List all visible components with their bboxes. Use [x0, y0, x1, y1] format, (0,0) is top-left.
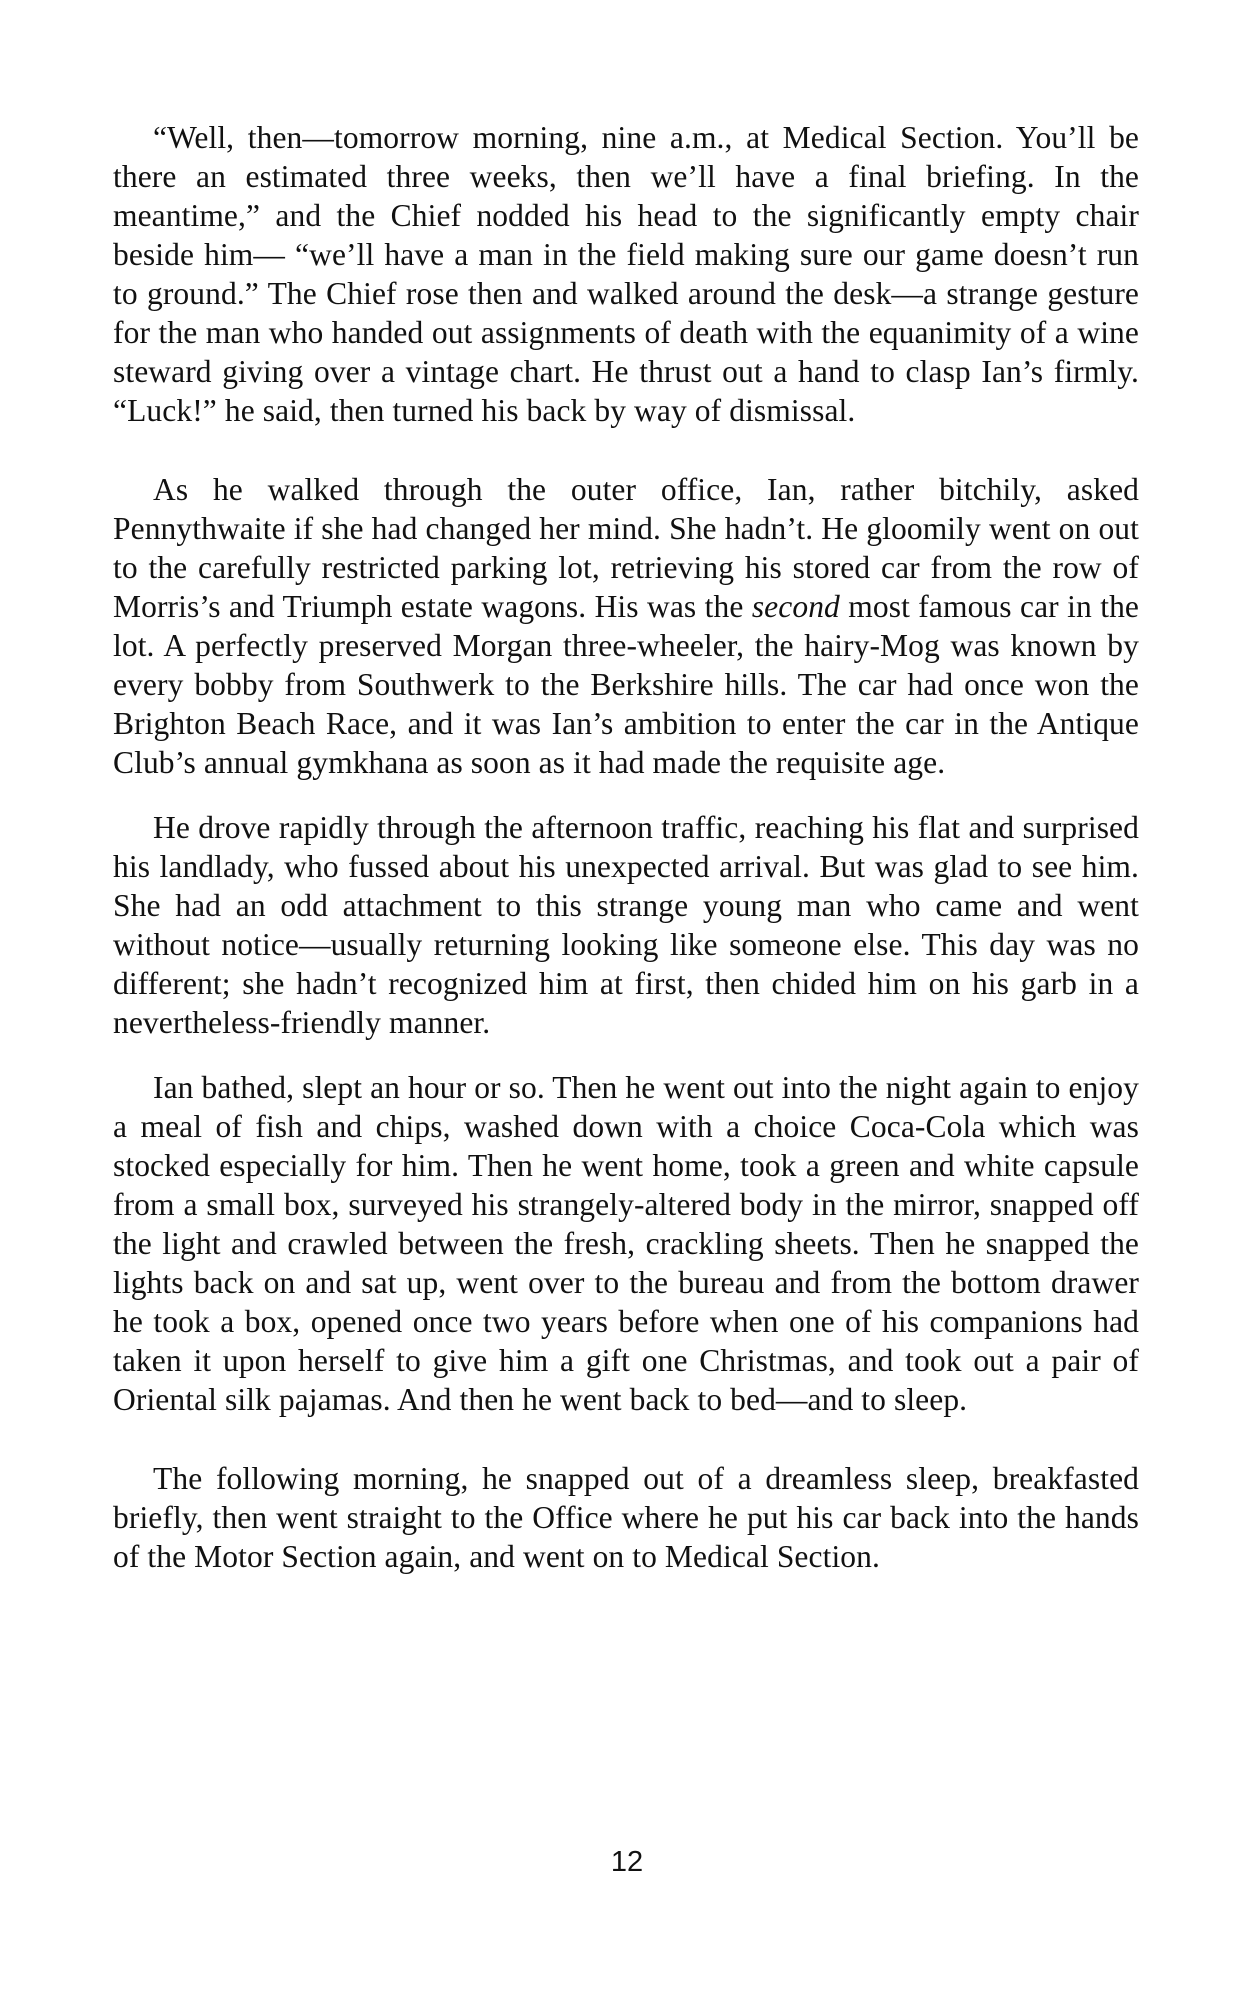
page-body	[113, 118, 1139, 1576]
paragraph-2-text-before: As he walked through the outer office, Ian, rather bitchily, asked Pennythwaite if she had changed her mind. She hadn’t. He gloomily went on out to the carefully restricted parking lot, retrieving his stored car from the row of Morris’s and Triumph estate wagons. His was the	[113, 472, 1139, 624]
paragraph-2-emphasis: second	[751, 589, 840, 624]
paragraph-4: Ian bathed, slept an hour or so. Then he went out into the night again to enjoy a meal of fish and chips, washed down with a choice Coca-Cola which was stocked especially for him. Then he went home, took a green and white capsule from a small box, surveyed his strangely-altered body in the mirror, snapped off the light and crawled between the fresh, crackling sheets. Then he snapped the lights back on and sat up, went over to the bureau and from the bottom drawer he took a box, opened once two years before when one of his companions had taken it upon herself to give him a gift one Christmas, and took out a pair of Oriental silk pajamas. And then he went back to bed—and to sleep.	[113, 1070, 1139, 1417]
paragraph-2-text-after: most famous car in the lot. A perfectly preserved Morgan three-wheeler, the hairy-Mog was known by every bobby from Southwerk to the Berkshire hills. The car had once won the Brighton Beach Race, and it was Ian’s ambition to enter the car in the Antique Club’s annual gymkhana as soon as it had made the requisite age.	[113, 589, 1139, 780]
paragraph-5: The following morning, he snapped out of a dreamless sleep, breakfasted briefly, then went straight to the Office where he put his car back into the hands of the Motor Section again, and went on to Medical Section.	[113, 1461, 1139, 1574]
paragraph-1: “Well, then—tomorrow morning, nine a.m., at Medical Section. You’ll be there an estimated three weeks, then we’ll have a final briefing. In the meantime,” and the Chief nodded his head to the significantly empty chair beside him— “we’ll have a man in the field making sure our game doesn’t run to ground.” The Chief rose then and walked around the desk—a strange gesture for the man who handed out assignments of death with the equanimity of a wine steward giving over a vintage chart. He thrust out a hand to clasp Ian’s firmly. “Luck!” he said, then turned his back by way of dismissal.	[113, 120, 1139, 428]
page-number: 12	[610, 1846, 644, 1878]
paragraph-2	[113, 470, 1139, 782]
paragraph-3: He drove rapidly through the afternoon traffic, reaching his flat and surprised his landlady, who fussed about his unexpected arrival. But was glad to see him. She had an odd attachment to this strange young man who came and went without notice—usually returning looking like someone else. This day was no different; she hadn’t recognized him at first, then chided him on his garb in a nevertheless-friendly manner.	[113, 810, 1139, 1040]
